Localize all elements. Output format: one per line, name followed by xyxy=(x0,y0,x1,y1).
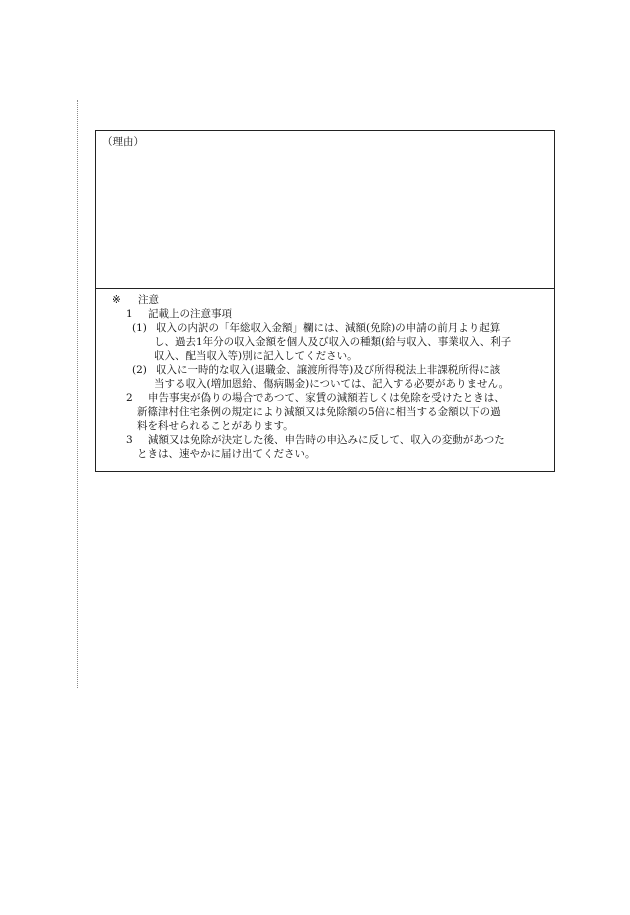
note-1-1-line-1 xyxy=(132,321,500,335)
note-1-1-line-3: 収入、配当収入等)別に記入してください。 xyxy=(154,350,358,362)
reason-field[interactable] xyxy=(96,131,554,289)
note-1-2-line-2: 当する収入(増加恩給、傷病賜金)については、記入する必要がありません。 xyxy=(154,378,510,390)
notes-section xyxy=(96,289,554,471)
reason-notes-form xyxy=(95,130,555,472)
section-1-number: 1 xyxy=(126,308,133,320)
reference-mark: ※ xyxy=(112,294,121,306)
note-1-1-text: 収入の内訳の「年総収入金額」欄には、減額(免除)の申請の前月より起算 xyxy=(156,322,501,334)
note-2-line-1 xyxy=(126,391,505,405)
notes-heading xyxy=(112,293,159,307)
note-1-1-line-2: し、過去1年分の収入金額を個人及び収入の種類(給与収入、事業収入、利子 xyxy=(154,336,512,348)
note-3-line-1 xyxy=(126,433,505,447)
reason-label: （理由） xyxy=(102,136,144,148)
section-1-title: 記載上の注意事項 xyxy=(148,308,232,320)
binding-margin-line xyxy=(77,100,78,688)
note-2-text: 申告事実が偽りの場合であつて、家賃の減額若しくは免除を受けたときは、 xyxy=(148,392,505,404)
note-3-text: 減額又は免除が決定した後、申告時の申込みに反して、収入の変動があつた xyxy=(148,434,505,446)
note-1-2-line-1 xyxy=(132,363,500,377)
note-2-number: 2 xyxy=(126,392,133,404)
section-1-heading xyxy=(126,307,232,321)
note-3-number: 3 xyxy=(126,434,133,446)
note-1-2-number: (2) xyxy=(132,364,147,376)
note-2-line-2: 新篠津村住宅条例の規定により減額又は免除額の5倍に相当する金額以下の過 xyxy=(137,406,501,418)
notes-title: 注意 xyxy=(138,294,159,306)
note-1-2-text: 収入に一時的な収入(退職金、譲渡所得等)及び所得税法上非課税所得に該 xyxy=(156,364,501,376)
note-2-line-3: 料を科せられることがあります。 xyxy=(137,420,294,432)
note-3-line-2: ときは、速やかに届け出てください。 xyxy=(137,448,316,460)
note-1-1-number: (1) xyxy=(132,322,147,334)
